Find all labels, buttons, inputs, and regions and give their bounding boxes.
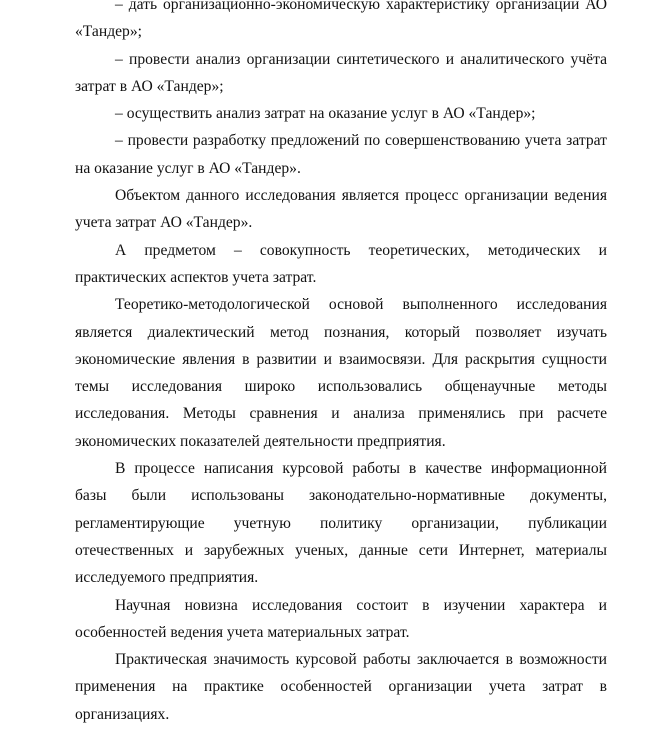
methodology-paragraph: Теоретико-методологической основой выполненного исследования является диалектический метод познания, который позволяет изучать экономические явления в развитии и взаимосвязи. Для раскрытия сущности темы исследования широко использовались общенаучные методы исследования. Методы сравнения и анализа применялись при расчете экономических показателей деятельности предприятия. <box>75 296 607 450</box>
research-object-paragraph: Объектом данного исследования является процесс организации ведения учета затрат АО «Тандер». <box>75 187 607 232</box>
task-item-cost-analysis: – осуществить анализ затрат на оказание услуг в АО «Тандер»; <box>115 105 536 123</box>
research-subject-paragraph: А предметом – совокупность теоретических, методических и практических аспектов учета затрат. <box>75 241 607 286</box>
scientific-novelty-paragraph: Научная новизна исследования состоит в изучении характера и особенностей ведения учета материальных затрат. <box>75 596 607 641</box>
document-page <box>75 0 607 728</box>
task-item-characteristic: – дать организационно-экономическую характеристику организации АО «Тандер»; <box>75 0 607 41</box>
practical-significance-paragraph: Практическая значимость курсовой работы заключается в возможности применения на практике особенностей организации учета затрат в организациях. <box>75 651 607 723</box>
task-item-proposals: – провести разработку предложений по совершенствованию учета затрат на оказание услуг в АО «Тандер». <box>75 132 607 177</box>
task-item-accounting-analysis: – провести анализ организации синтетического и аналитического учёта затрат в АО «Тандер»; <box>75 50 607 95</box>
information-base-paragraph: В процессе написания курсовой работы в качестве информационной базы были использованы законодательно-нормативные документы, регламентирующие учетную политику организации, публикации отечественных и зарубежных ученых, данные сети Интернет, материалы исследуемого предприятия. <box>75 460 607 587</box>
